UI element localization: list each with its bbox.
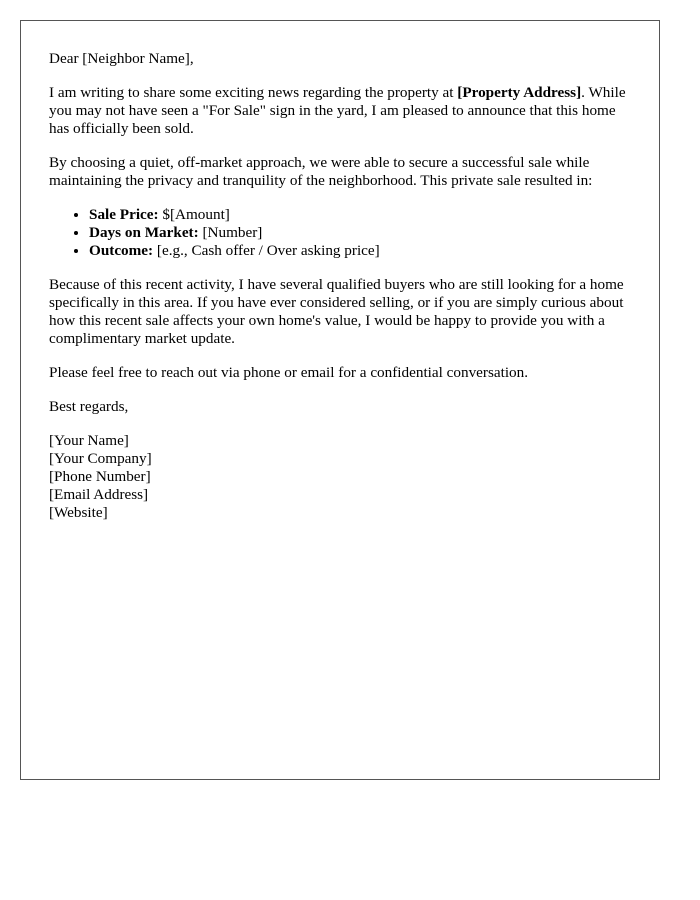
signature-company: [Your Company] bbox=[49, 450, 152, 467]
sale-results-list bbox=[49, 206, 631, 260]
property-address: [Property Address] bbox=[457, 84, 582, 101]
list-item-days-on-market bbox=[89, 224, 631, 242]
signature-website: [Website] bbox=[49, 504, 108, 521]
result-value: [Number] bbox=[198, 224, 263, 241]
buyers-paragraph: Because of this recent activity, I have several qualified buyers who are still looking for a home specifically in this area. If you have ever considered selling, or if you are simply curious about how this recent sale affects your own home's value, I would be happy to provide you with a complimentary market update. bbox=[49, 276, 624, 347]
letter-page bbox=[20, 20, 660, 780]
list-item-outcome bbox=[89, 242, 631, 260]
greeting: Dear [Neighbor Name], bbox=[49, 50, 194, 67]
signature-name: [Your Name] bbox=[49, 432, 129, 449]
result-label: Days on Market: bbox=[89, 224, 199, 241]
contact-paragraph: Please feel free to reach out via phone or email for a confidential conversation. bbox=[49, 364, 529, 381]
intro-text-before: I am writing to share some exciting news regarding the property at bbox=[49, 84, 458, 101]
sale-approach-paragraph: By choosing a quiet, off-market approach, we were able to secure a successful sale while maintaining the privacy and tranquility of the neighborhood. This private sale resulted in: bbox=[49, 154, 593, 189]
signature-phone: [Phone Number] bbox=[49, 468, 151, 485]
signature-email: [Email Address] bbox=[49, 486, 149, 503]
result-value: $[Amount] bbox=[158, 206, 230, 223]
result-value: [e.g., Cash offer / Over asking price] bbox=[153, 242, 380, 259]
intro-paragraph bbox=[49, 84, 631, 138]
intro-text-after: . While you may not have seen a "For Sale" sign in the yard, I am pleased to announce that this home has officially been sold. bbox=[49, 84, 626, 137]
result-label: Sale Price: bbox=[89, 206, 159, 223]
result-label: Outcome: bbox=[89, 242, 154, 259]
signature-block bbox=[49, 432, 631, 522]
closing: Best regards, bbox=[49, 398, 129, 415]
list-item-sale-price bbox=[89, 206, 631, 224]
